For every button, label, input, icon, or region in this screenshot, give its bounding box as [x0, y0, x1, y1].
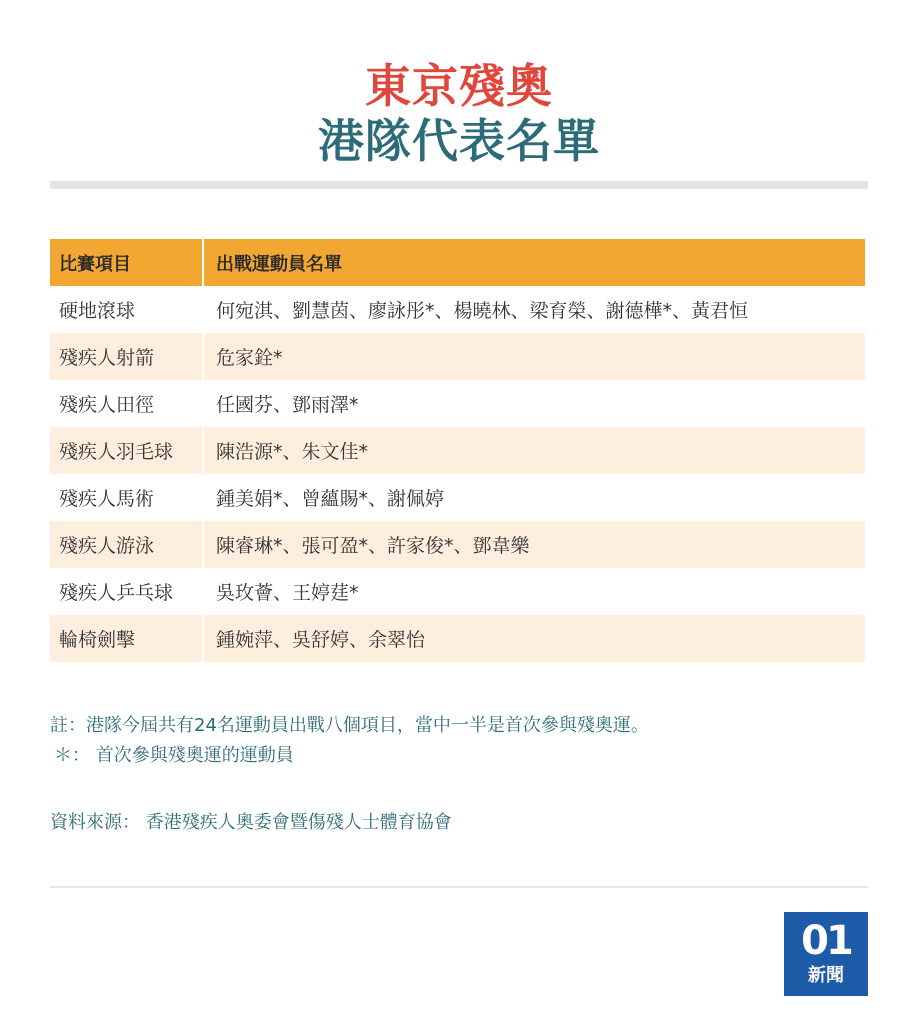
athletes-cell: 吳玫薈、王婷莛* — [216, 582, 359, 604]
athletes-cell: 何宛淇、劉慧茵、廖詠彤*、楊曉林、梁育榮、謝德樺*、黃君恒 — [216, 300, 749, 322]
athletes-cell: 危家銓* — [216, 347, 283, 369]
title-line-2: 港隊代表名單 — [318, 114, 600, 168]
athletes-cell: 陳睿琳*、張可盈*、許家俊*、鄧韋樂 — [216, 535, 530, 557]
event-cell: 殘疾人乒乓球 — [50, 568, 204, 615]
bottom-divider — [50, 886, 868, 888]
event-cell: 殘疾人游泳 — [50, 521, 204, 568]
hk01-logo — [784, 912, 868, 996]
table-header-row — [50, 239, 865, 286]
athletes-cell: 鍾婉萍、吳舒婷、余翠怡 — [216, 629, 426, 651]
logo-subtitle: 新聞 — [808, 965, 844, 986]
event-cell: 硬地滾球 — [50, 286, 204, 333]
column-header-event: 比賽項目 — [50, 239, 204, 286]
athletes-cell: 任國芬、鄧雨澤* — [216, 394, 359, 416]
event-cell: 殘疾人田徑 — [50, 380, 204, 427]
event-cell: 殘疾人射箭 — [50, 333, 204, 380]
notes — [50, 711, 870, 771]
table-row — [50, 474, 865, 521]
star-legend: ＊： 首次參與殘奧運的運動員 — [54, 745, 294, 766]
logo-mark: 01 — [801, 918, 851, 964]
event-cell: 輪椅劍擊 — [50, 615, 204, 662]
roster-table — [50, 239, 865, 662]
source-text: 資料來源： 香港殘疾人奧委會暨傷殘人士體育協會 — [50, 812, 452, 833]
table-row — [50, 380, 865, 427]
note-text: 註：港隊今屆共有24名運動員出戰八個項目，當中一半是首次參與殘奧運。 — [50, 715, 649, 736]
table-row — [50, 615, 865, 662]
table-row — [50, 333, 865, 380]
top-divider — [50, 181, 868, 189]
athletes-cell: 鍾美娟*、曾蘊賜*、謝佩婷 — [216, 488, 445, 510]
athletes-cell: 陳浩源*、朱文佳* — [216, 441, 369, 463]
title-line-1: 東京殘奧 — [365, 59, 553, 113]
table-row — [50, 427, 865, 474]
table-row — [50, 568, 865, 615]
column-header-athletes: 出戰運動員名單 — [216, 253, 342, 275]
event-cell: 殘疾人馬術 — [50, 474, 204, 521]
event-cell: 殘疾人羽毛球 — [50, 427, 204, 474]
table-row — [50, 286, 865, 333]
table-row — [50, 521, 865, 568]
